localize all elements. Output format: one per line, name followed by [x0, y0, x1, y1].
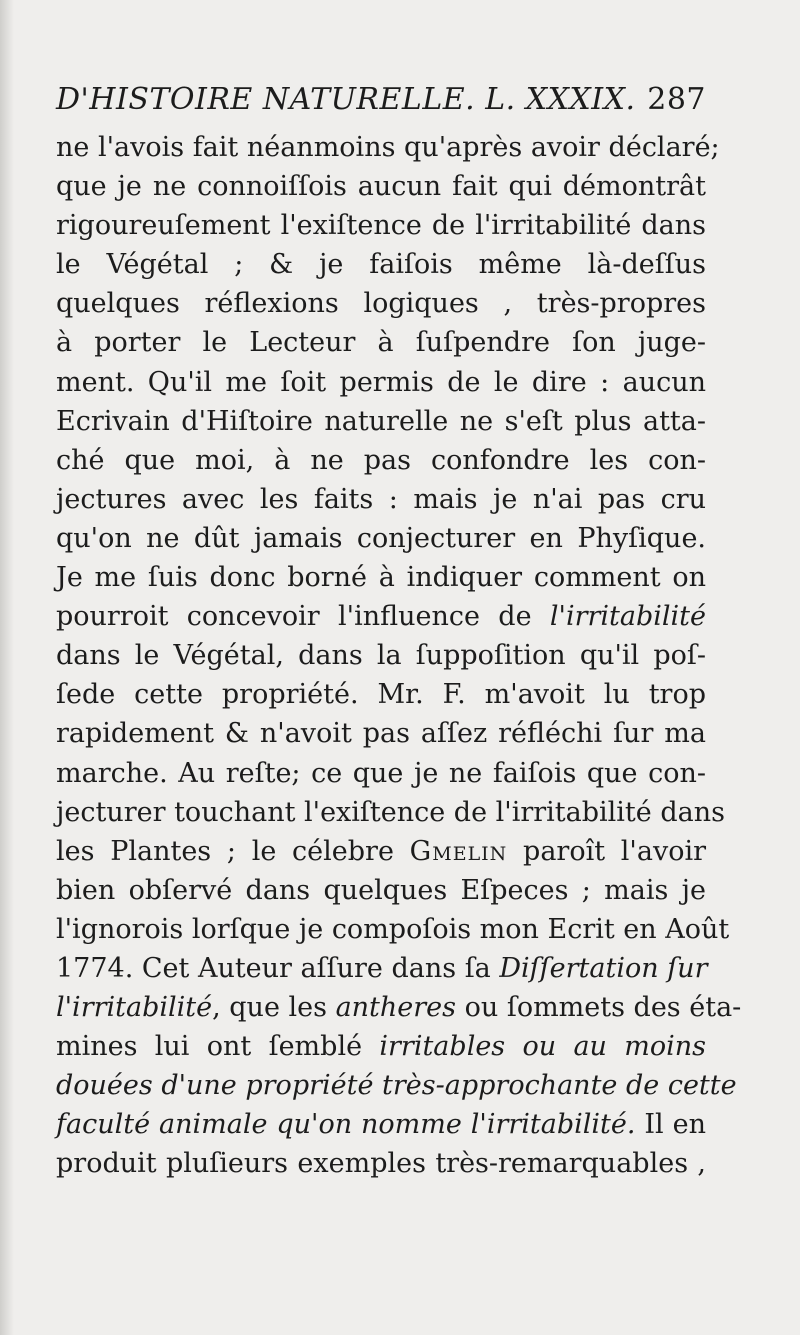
text-segment: le Végétal ; & je faiſois même là-deſſus: [56, 249, 706, 281]
text-line: [56, 1105, 706, 1144]
text-segment: jectures avec les faits : mais je n'ai pas cru: [56, 483, 706, 515]
text-segment: à porter le Lecteur à ſuſpendre ſon juge-: [56, 327, 706, 359]
text-line: [56, 1027, 706, 1066]
text-segment: mines lui ont ſemblé: [56, 1031, 380, 1063]
text-segment: jecturer touchant l'exiſtence de l'irritabilité dans: [56, 796, 725, 828]
text-line: [56, 1066, 737, 1105]
text-line: [56, 675, 706, 714]
text-segment: que je ne connoiſſois aucun fait qui démontrât: [56, 171, 706, 203]
text-segment: dans le Végétal, dans la ſuppoſition qu'il poſ-: [56, 640, 706, 672]
text-line: [56, 597, 706, 636]
running-title: D'HISTOIRE NATURELLE. L. XXXIX.: [56, 82, 636, 117]
text-line: [56, 519, 706, 558]
text-line: [56, 402, 706, 441]
text-segment: 1774. Cet Auteur aſſure dans ſa: [56, 952, 500, 984]
text-segment: irritables ou au moins: [379, 1031, 706, 1063]
text-segment: quelques réflexions logiques , très-propres: [56, 288, 706, 320]
text-segment: ſede cette propriété. Mr. F. m'avoit lu trop: [56, 679, 706, 711]
text-line: [56, 1144, 706, 1183]
text-line: [56, 636, 706, 675]
text-line: [56, 480, 706, 519]
text-line: [56, 871, 706, 910]
text-segment: antheres: [335, 992, 457, 1024]
text-segment: ne l'avois fait néanmoins qu'après avoir déclaré;: [56, 132, 720, 163]
text-block: [56, 76, 742, 1184]
text-segment: l'irritabilité: [549, 601, 706, 633]
page-number: 287: [647, 82, 706, 117]
running-head: [56, 76, 706, 124]
text-segment: douées d'une propriété très-approchante de cette: [56, 1070, 737, 1102]
text-segment: ou ſommets des éta-: [456, 992, 742, 1024]
text-segment: Gmelin: [409, 835, 508, 867]
text-line: [56, 245, 706, 284]
text-segment: , que les: [212, 992, 336, 1024]
text-segment: l'ignorois lorſque je compoſois mon Ecrit en Août: [56, 913, 730, 945]
body-text: [56, 128, 742, 1184]
text-segment: produit pluſieurs exemples très-remarquables ,: [56, 1148, 706, 1180]
text-segment: rigoureuſement l'exiſtence de l'irritabilité dans: [56, 210, 706, 242]
text-segment: Ecrivain d'Hiſtoire naturelle ne s'eſt plus atta-: [56, 405, 706, 437]
text-segment: Diſſertation ſur: [499, 952, 708, 984]
text-segment: marche. Au reſte; ce que je ne faiſois que con-: [56, 757, 706, 789]
text-line: [56, 206, 706, 245]
text-segment: Il en: [635, 1109, 706, 1141]
text-line: [56, 910, 730, 949]
text-line: [56, 441, 706, 480]
text-line: [56, 988, 742, 1027]
text-segment: Je me ſuis donc borné à indiquer comment on: [56, 562, 706, 594]
text-segment: bien obſervé dans quelques Eſpeces ; mais je: [56, 874, 706, 906]
text-line: [56, 128, 720, 167]
text-segment: ché que moi, à ne pas confondre les con-: [56, 444, 706, 476]
page-edge-shadow: [0, 0, 14, 1335]
text-line: [56, 793, 725, 832]
text-line: [56, 832, 706, 871]
text-segment: rapidement & n'avoit pas aſſez réfléchi ſur ma: [56, 718, 706, 750]
text-segment: qu'on ne dût jamais conjecturer en Phyſique.: [56, 522, 706, 554]
text-line: [56, 284, 706, 323]
text-segment: les Plantes ; le célebre: [56, 835, 410, 867]
text-line: [56, 323, 706, 362]
text-line: [56, 167, 706, 206]
text-segment: paroît l'avoir: [507, 835, 706, 867]
text-line: [56, 363, 706, 402]
text-segment: l'irritabilité: [56, 992, 213, 1024]
text-line: [56, 754, 706, 793]
text-segment: ment. Qu'il me ſoit permis de le dire : aucun: [56, 366, 706, 398]
text-segment: pourroit concevoir l'influence de: [56, 601, 550, 633]
text-segment: faculté animale qu'on nomme l'irritabilité.: [56, 1109, 636, 1141]
text-line: [56, 558, 706, 597]
text-line: [56, 949, 706, 988]
text-line: [56, 714, 706, 753]
